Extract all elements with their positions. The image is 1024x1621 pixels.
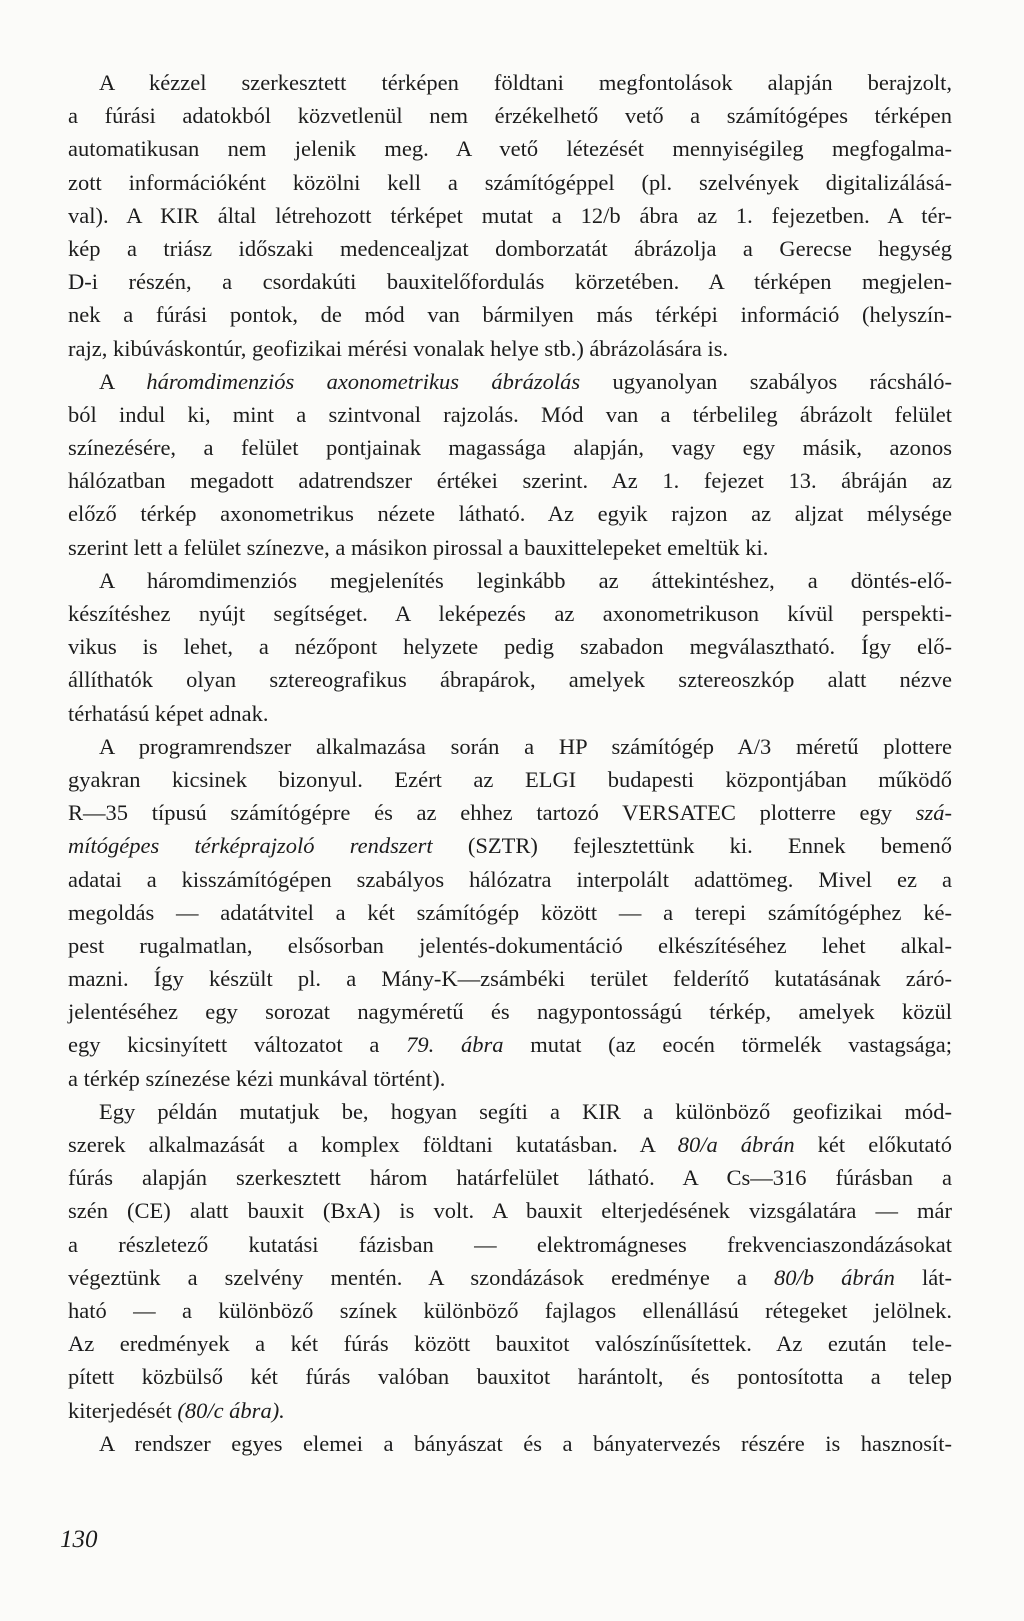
- text-run: a térkép színezése kézi munkával történt).: [68, 1065, 446, 1091]
- text-run: ható — a különböző színek különböző fajlagos ellenállású rétegeket jelölnek.: [68, 1297, 952, 1323]
- italic-text: (80/c ábra).: [177, 1397, 285, 1423]
- text-line: [68, 1095, 952, 1128]
- text-line: [68, 132, 952, 165]
- text-run: színezésére, a felület pontjainak magassága alapján, vagy egy másik, azonos: [68, 435, 952, 461]
- italic-text: 79. ábra: [406, 1032, 504, 1058]
- text-line: [68, 630, 952, 663]
- text-run: kiterjedését: [68, 1397, 178, 1423]
- text-run: (SZTR) fejlesztettünk ki. Ennek bemenő: [432, 833, 952, 859]
- text-line: [68, 1327, 952, 1360]
- text-line: [68, 962, 952, 995]
- text-line: [68, 763, 952, 796]
- text-line: [68, 1128, 952, 1161]
- text-line: [68, 564, 952, 597]
- text-run: fúrás alapján szerkesztett három határfelület látható. A Cs—316 fúrásban a: [68, 1165, 952, 1191]
- text-line: [68, 531, 952, 564]
- text-run: adatai a kisszámítógépen szabályos hálózatra interpolált adattömeg. Mivel ez a: [68, 866, 952, 892]
- body-text: [68, 66, 952, 1460]
- text-line: [68, 1294, 952, 1327]
- text-run: vikus is lehet, a nézőpont helyzete pedig szabadon megválasztható. Így elő-: [68, 634, 952, 660]
- text-run: R—35 típusú számítógépre és az ehhez tartozó VERSATEC plotterre egy: [68, 800, 916, 826]
- italic-text: szá-: [915, 800, 952, 826]
- italic-text: 80/b ábrán: [774, 1264, 895, 1290]
- text-line: [68, 1394, 952, 1427]
- text-run: mazni. Így készült pl. a Mány-K—zsámbéki terület felderítő kutatásának záró-: [68, 966, 952, 992]
- text-run: zott információként közölni kell a számítógéppel (pl. szelvények digitalizálásá-: [68, 169, 952, 195]
- text-run: pített közbülső két fúrás valóban bauxitot harántolt, és pontosította a telep: [68, 1364, 952, 1390]
- text-run: a részletező kutatási fázisban — elektromágneses frekvenciaszondázásokat: [68, 1231, 952, 1257]
- text-line: [68, 431, 952, 464]
- text-line: [68, 896, 952, 929]
- text-run: kép a triász időszaki medencealjzat domborzatát ábrázolja a Gerecse hegység: [68, 235, 952, 261]
- text-run: D-i részén, a csordakúti bauxitelőfordulás körzetében. A térképen megjelen-: [68, 269, 952, 295]
- text-line: [68, 863, 952, 896]
- text-line: [68, 265, 952, 298]
- text-line: [68, 730, 952, 763]
- text-line: [68, 398, 952, 431]
- text-run: szerint lett a felület színezve, a másikon pirossal a bauxittelepeket emeltük ki.: [68, 534, 769, 560]
- text-line: [68, 365, 952, 398]
- text-line: [68, 796, 952, 829]
- text-line: [68, 298, 952, 331]
- text-run: lát-: [894, 1264, 952, 1290]
- text-run: ugyanolyan szabályos rácsháló-: [580, 368, 952, 394]
- text-run: készítéshez nyújt segítséget. A leképezés az axonometrikuson kívül perspekti-: [68, 601, 952, 626]
- text-line: [68, 995, 952, 1028]
- text-run: megoldás — adatátvitel a két számítógép között — a terepi számítógéphez ké-: [68, 899, 952, 925]
- text-run: hálózatban megadott adatrendszer értékei szerint. Az 1. fejezet 13. ábráján az: [68, 468, 952, 494]
- text-run: szén (CE) alatt bauxit (BxA) is volt. A bauxit elterjedésének vizsgálatára — már: [68, 1198, 952, 1224]
- text-run: ból indul ki, mint a szintvonal rajzolás. Mód van a térbelileg ábrázolt felület: [68, 401, 952, 427]
- text-run: A háromdimenziós megjelenítés leginkább az áttekintéshez, a döntés-elő-: [99, 567, 952, 593]
- text-line: [68, 497, 952, 530]
- italic-text: 80/a ábrán: [677, 1132, 795, 1157]
- text-line: [68, 1062, 952, 1095]
- text-run: Egy példán mutatjuk be, hogyan segíti a KIR a különböző geofizikai mód-: [99, 1098, 952, 1124]
- text-line: [68, 1228, 952, 1261]
- text-run: gyakran kicsinek bizonyul. Ezért az ELGI budapesti központjában működő: [68, 766, 952, 792]
- text-line: [68, 829, 952, 862]
- text-run: pest rugalmatlan, elsősorban jelentés-dokumentáció elkészítéséhez lehet alkal-: [68, 932, 952, 958]
- text-run: térhatású képet adnak.: [68, 700, 269, 726]
- text-run: nek a fúrási pontok, de mód van bármilyen más térképi információ (helyszín-: [68, 302, 952, 328]
- text-run: állíthatók olyan sztereografikus ábrapárok, amelyek sztereoszkóp alatt nézve: [68, 667, 952, 693]
- page-number: 130: [60, 1526, 98, 1553]
- text-run: A: [99, 368, 147, 394]
- text-line: [68, 232, 952, 265]
- text-line: [68, 464, 952, 497]
- text-run: val). A KIR által létrehozott térképet mutat a 12/b ábra az 1. fejezetben. A tér-: [68, 202, 952, 228]
- text-run: végeztünk a szelvény mentén. A szondázások eredménye a: [68, 1264, 775, 1290]
- text-line: [68, 1427, 952, 1460]
- text-line: [68, 66, 952, 99]
- text-line: [68, 99, 952, 132]
- text-run: a fúrási adatokból közvetlenül nem érzékelhető vető a számítógépes térképen: [68, 103, 952, 129]
- text-line: [68, 1261, 952, 1294]
- text-run: A kézzel szerkesztett térképen földtani megfontolások alapján berajzolt,: [99, 70, 952, 95]
- text-run: A programrendszer alkalmazása során a HP számítógép A/3 méretű plottere: [99, 733, 952, 759]
- text-run: mutat (az eocén törmelék vastagsága;: [503, 1032, 952, 1058]
- italic-text: mítógépes térképrajzoló rendszert: [68, 833, 433, 859]
- text-run: jelentéséhez egy sorozat nagyméretű és nagypontosságú térkép, amelyek közül: [68, 999, 952, 1025]
- text-line: [68, 663, 952, 696]
- text-run: rajz, kibúváskontúr, geofizikai mérési vonalak helye stb.) ábrázolására is.: [68, 335, 729, 361]
- text-run: A rendszer egyes elemei a bányászat és a bányatervezés részére is hasznosít-: [99, 1430, 952, 1456]
- text-line: [68, 332, 952, 365]
- text-line: [68, 697, 952, 730]
- text-line: [68, 199, 952, 232]
- text-line: [68, 929, 952, 962]
- text-line: [68, 166, 952, 199]
- text-line: [68, 1161, 952, 1194]
- text-run: két előkutató: [794, 1132, 953, 1157]
- text-line: [68, 1194, 952, 1227]
- text-line: [68, 1360, 952, 1393]
- italic-text: háromdimenziós axonometrikus ábrázolás: [146, 368, 581, 394]
- text-run: előző térkép axonometrikus nézete látható. Az egyik rajzon az aljzat mélysége: [68, 501, 952, 527]
- text-run: Az eredmények a két fúrás között bauxitot valószínűsítettek. Az ezután tele-: [68, 1331, 952, 1357]
- text-run: szerek alkalmazását a komplex földtani kutatásban. A: [68, 1132, 678, 1157]
- text-line: [68, 1028, 952, 1061]
- text-line: [68, 597, 952, 630]
- text-run: automatikusan nem jelenik meg. A vető létezését mennyiségileg megfogalma-: [68, 136, 952, 162]
- text-run: egy kicsinyített változatot a: [68, 1032, 407, 1058]
